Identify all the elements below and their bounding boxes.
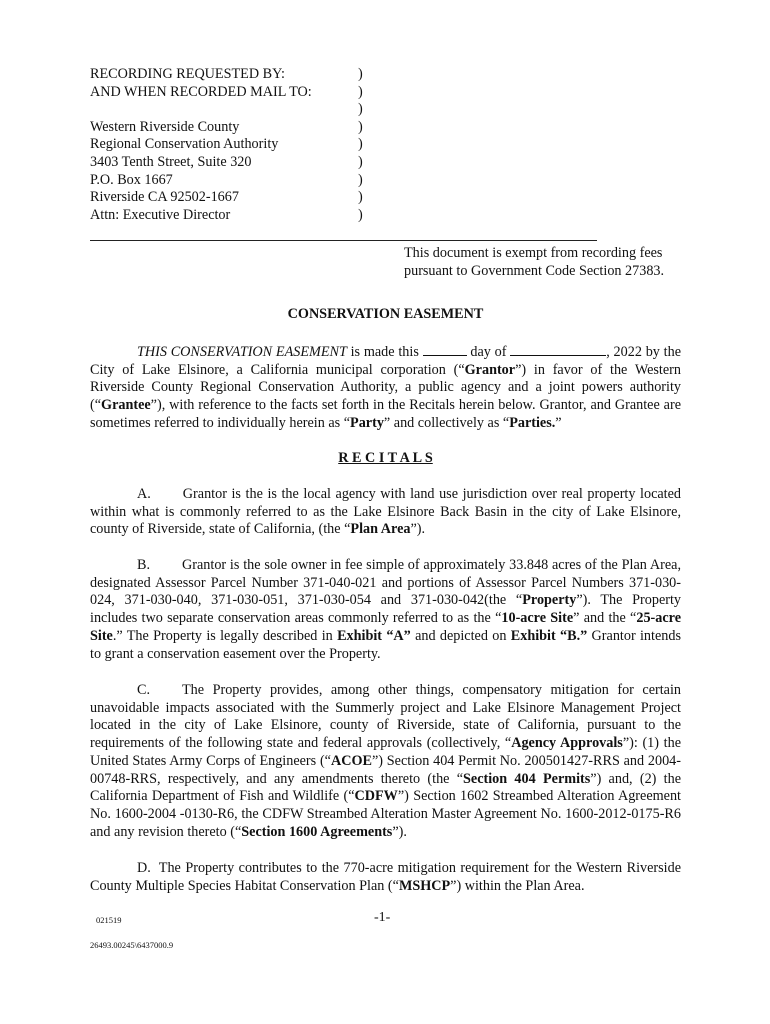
intro-text: ”) in favor of the Western Riverside County Regional Conservation Authority, a public agency and a joint powers authority (“ <box>90 361 681 414</box>
mshcp-term: MSHCP <box>398 877 451 894</box>
recital-c-text: ”): (1) the United States Army Corps of Engineers (“ <box>90 735 681 769</box>
intro-text: is made this <box>346 344 423 360</box>
recital-c-text: ”) Section 404 Permit No. 200501427-RRS and 2004-00748-RRS, respectively, and any amendments thereto (the “ <box>90 752 681 787</box>
intro-text: day of <box>466 344 511 360</box>
exempt-notice <box>404 245 664 280</box>
property-term: Property <box>522 592 577 609</box>
agency-approvals-term: Agency Approvals <box>511 735 623 752</box>
section-1600-term: Section 1600 Agreements <box>241 823 393 840</box>
recital-c-text: The Property provides, among other things, compensatory mitigation for certain unavoidable impacts associated with the Summerly project and Lake Elsinore Management Project located in the city of Lake Elsinore, county of Riverside, state of California, pursuant to the requirements of the following state and federal approvals (collectively, “ <box>90 682 681 752</box>
cdfw-term: CDFW <box>354 788 398 805</box>
document-id: 26493.00245\6437000.9 <box>90 940 174 950</box>
paren: ) <box>358 136 363 153</box>
exempt-line-2: pursuant to Government Code Section 27383. <box>404 262 665 279</box>
intro-paragraph <box>90 343 681 433</box>
paren: ) <box>358 206 363 223</box>
recording-block <box>90 66 312 224</box>
exhibit-b-ref: Exhibit “B.” <box>510 627 588 644</box>
recording-line: Attn: Executive Director <box>90 206 231 223</box>
document-title <box>90 306 681 323</box>
recording-line: Riverside CA 92502-1667 <box>90 189 239 206</box>
grantee-term: Grantee <box>101 397 151 414</box>
recital-a-text: ”). <box>410 521 426 538</box>
intro-text: ” <box>555 414 562 431</box>
recital-b-text: Grantor intends to grant a conservation easement over the Property. <box>90 627 681 662</box>
recital-d-text: ”) within the Plan Area. <box>450 877 585 894</box>
recital-d <box>90 860 681 895</box>
paren: ) <box>358 189 363 206</box>
paren: ) <box>358 83 363 100</box>
month-blank <box>510 343 606 356</box>
recital-c-label: C. <box>137 682 151 698</box>
recital-d-label: D. <box>137 860 151 876</box>
recording-line: RECORDING REQUESTED BY: <box>90 66 285 82</box>
paren: ) <box>358 101 363 118</box>
grantor-term: Grantor <box>464 361 516 378</box>
recital-b <box>90 557 681 663</box>
party-term: Party <box>350 414 384 431</box>
day-blank <box>423 343 467 356</box>
page-number: -1- <box>374 910 391 925</box>
paren: ) <box>358 154 363 170</box>
section-404-term: Section 404 Permits <box>463 770 591 787</box>
paren: ) <box>358 118 363 135</box>
recitals-heading <box>90 450 681 467</box>
recital-a-text: Grantor is the is the local agency with land use jurisdiction over real property located within what is commonly referred to as the Lake Elsinore Back Basin in the city of Lake Elsinore, county of Riverside, state of California, (the “ <box>90 486 681 538</box>
twenty-five-acre-site-term: 25-acre Site <box>90 610 681 644</box>
recital-b-text: ” and the “ <box>573 610 637 627</box>
plan-area-term: Plan Area <box>350 521 411 538</box>
recital-b-label: B. <box>137 557 151 573</box>
intro-text: ” and collectively as “ <box>383 414 510 431</box>
intro-italic-lead: THIS CONSERVATION EASEMENT <box>137 344 347 360</box>
exhibit-a-ref: Exhibit “A” <box>337 627 411 644</box>
intro-text: ”), with reference to the facts set forth in the Recitals herein below. Grantor, and Grantee are sometimes referred to individually herein as “ <box>90 397 681 431</box>
recital-c-text: ”) Section 1602 Streambed Alteration Agreement No. 1600-2004 -0130-R6, the CDFW Streambed Alteration Master Agreement No. 1600-2012-0175-R6 and any revision thereto (“ <box>90 788 681 840</box>
recital-b-text: .” The Property is legally described in <box>112 627 338 644</box>
parties-term: Parties. <box>509 414 556 431</box>
recording-line <box>90 101 312 119</box>
recording-line: Regional Conservation Authority <box>90 136 279 153</box>
recital-a <box>90 486 681 539</box>
recital-c-text: ”). <box>392 823 407 840</box>
recording-line: P.O. Box 1667 <box>90 171 173 188</box>
intro-text: , 2022 by the City of Lake Elsinore, a California municipal corporation (“ <box>90 344 681 378</box>
document-title-text: CONSERVATION EASEMENT <box>287 306 484 322</box>
recording-line: AND WHEN RECORDED MAIL TO: <box>90 83 312 100</box>
recital-a-label: A. <box>137 486 151 502</box>
paren: ) <box>358 171 363 188</box>
recital-b-text: ”). The Property includes two separate conservation areas commonly referred to as the “ <box>90 592 682 627</box>
recital-b-text: Grantor is the sole owner in fee simple of approximately 33.848 acres of the Plan Area, designated Assessor Parcel Number 371-040-021 and portions of Assessor Parcel Numbers 371-030-024, 371-030-040, 371-030-051, 371-030-054 and 371-030-042(the “ <box>90 557 681 609</box>
recital-c <box>90 682 681 841</box>
recording-line: Western Riverside County <box>90 118 240 135</box>
recording-line: 3403 Tenth Street, Suite 320 <box>90 153 252 170</box>
horizontal-rule <box>90 240 597 241</box>
recital-b-text: and depicted on <box>410 627 511 644</box>
exempt-line-1: This document is exempt from recording fees <box>404 245 663 261</box>
paren: ) <box>358 66 363 82</box>
recitals-heading-text: R E C I T A L S <box>338 450 433 466</box>
recital-c-text: ”) and, (2) the California Department of Fish and Wildlife (“ <box>90 770 681 805</box>
ten-acre-site-term: 10-acre Site <box>501 610 574 627</box>
recital-d-text: The Property contributes to the 770-acre mitigation requirement for the Western Riverside County Multiple Species Habitat Conservation Plan (“ <box>90 860 681 894</box>
footer-code: 021519 <box>96 915 122 925</box>
acoe-term: ACOE <box>330 752 372 769</box>
